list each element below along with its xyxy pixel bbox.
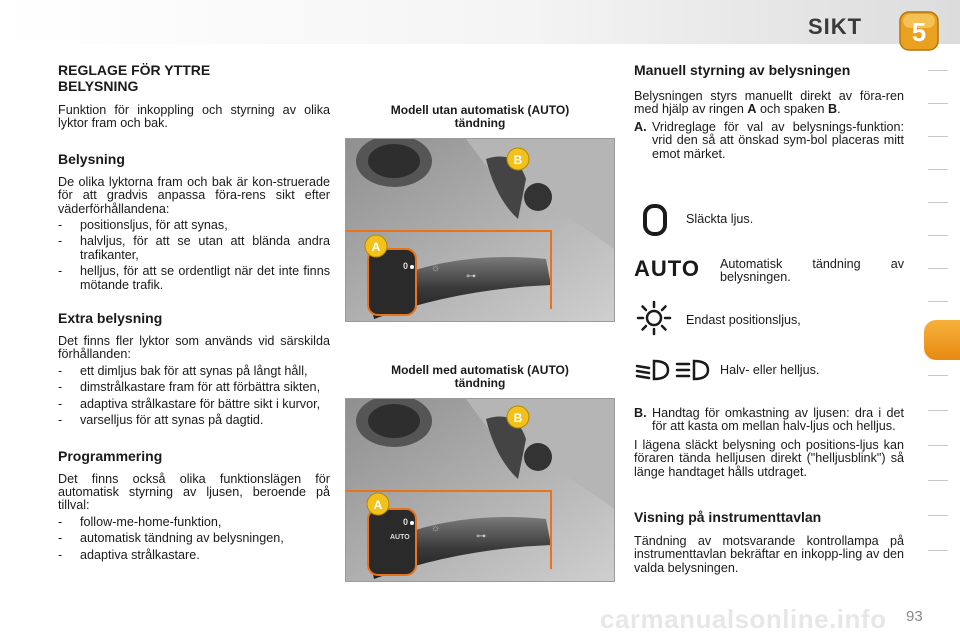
list-item: - adaptiva strålkastare för bättre sikt i kurvor, — [58, 396, 321, 411]
right-column-lower — [634, 407, 904, 575]
list-item: - positionsljus, för att synas, — [58, 218, 228, 233]
caption-with-auto: Modell med automatisk (AUTO) tändning — [391, 363, 569, 390]
symbol-text-auto: Automatisk tändning av belysningen. — [720, 257, 904, 285]
item-a: A. Vridreglage för val av belysnings-funktion: vrid den så att önskad sym-bol placeras mitt emot märket. — [634, 119, 904, 161]
stalk-zero-label: 0 — [403, 517, 409, 527]
off-position-text: I lägena släckt belysning och positions-ljus kan föraren tända helljusen direkt ("helljusblink") så länge handtaget hålls utdraget. — [634, 437, 904, 479]
watermark: carmanualsonline.info — [600, 604, 887, 634]
list-item: - dimstrålkastare fram för att förbättra sikten, — [58, 380, 321, 395]
active-chapter-tab[interactable] — [924, 320, 960, 360]
chapter-number: 5 — [911, 17, 927, 47]
stalk-zero-label: 0 — [403, 261, 409, 271]
list-item: - halvljus, för att se utan att blända andra trafikanter, — [58, 234, 330, 262]
svg-text:⊶: ⊶ — [476, 531, 486, 542]
stalk-photo-with-auto — [345, 398, 615, 582]
heading-belysning: Belysning — [58, 150, 125, 167]
list-item: - automatisk tändning av belysningen, — [58, 531, 284, 546]
svg-text:☼: ☼ — [431, 523, 441, 534]
list-item: - adaptiva strålkastare. — [58, 547, 200, 562]
svg-text:A: A — [373, 498, 383, 512]
list-item: - varselljus för att synas på dagtid. — [58, 413, 264, 428]
left-column — [58, 62, 330, 562]
list-item: - follow-me-home-funktion, — [58, 514, 222, 529]
chapter-tabs — [924, 70, 960, 590]
heading-extra-belysning: Extra belysning — [58, 310, 163, 327]
svg-text:☼: ☼ — [431, 263, 441, 274]
list-item: - helljus, för att se ordentligt när det inte finns mötande trafik. — [58, 264, 330, 292]
section-title: SIKT — [808, 14, 863, 39]
item-b: B. Handtag för omkastning av ljusen: dra i det för att kasta om mellan halv-ljus och helljus. — [634, 406, 904, 434]
symbol-text-position: Endast positionsljus, — [686, 313, 801, 327]
manual-intro: Belysningen styrs manuellt direkt av föra-ren med hjälp av ringen A och spaken B. — [634, 89, 904, 117]
svg-text:B: B — [513, 153, 523, 167]
stalk-photo-without-auto — [345, 138, 615, 322]
right-column — [634, 62, 904, 161]
extra-text: Det finns fler lyktor som används vid särskilda förhållanden: — [58, 334, 330, 362]
belysning-text: De olika lyktorna fram och bak är kon-struerade för att gradvis anpassa föra-rens sikt efter väderförhållandena: — [58, 174, 330, 216]
svg-text:A: A — [371, 240, 381, 254]
zero-icon — [640, 204, 670, 236]
svg-text:⊶: ⊶ — [466, 271, 476, 282]
high-beam-icon — [677, 361, 708, 379]
low-beam-icon — [637, 361, 668, 379]
heading-visning: Visning på instrumenttavlan — [634, 509, 822, 526]
symbol-text-beam: Halv- eller helljus. — [720, 363, 820, 377]
caption-without-auto: Modell utan automatisk (AUTO) tändning — [390, 103, 570, 130]
symbol-text-off: Släckta ljus. — [686, 212, 754, 226]
heading-programmering: Programmering — [58, 447, 163, 464]
page-title: REGLAGE FÖR YTTRE BELYSNING — [58, 62, 211, 94]
sun-icon — [636, 300, 672, 336]
auto-icon: AUTO — [634, 256, 700, 281]
chapter-badge — [898, 10, 940, 52]
visning-text: Tändning av motsvarande kontrollampa på instrumenttavlan bekräftar en inkopp-ling av den valda belysningen. — [634, 534, 904, 575]
heading-manuell-styrning: Manuell styrning av belysningen — [634, 62, 851, 78]
stalk-auto-label: AUTO — [390, 534, 410, 541]
headlight-icons — [634, 358, 712, 382]
svg-text:B: B — [513, 411, 523, 425]
page-number: 93 — [906, 608, 923, 625]
programmering-text: Det finns också olika funktionslägen för automatisk styrning av ljusen, beroende på tillval: — [58, 471, 330, 513]
intro-text: Funktion för inkoppling och styrning av olika lyktor fram och bak. — [58, 103, 330, 131]
list-item: - ett dimljus bak för att synas på långt håll, — [58, 363, 308, 378]
